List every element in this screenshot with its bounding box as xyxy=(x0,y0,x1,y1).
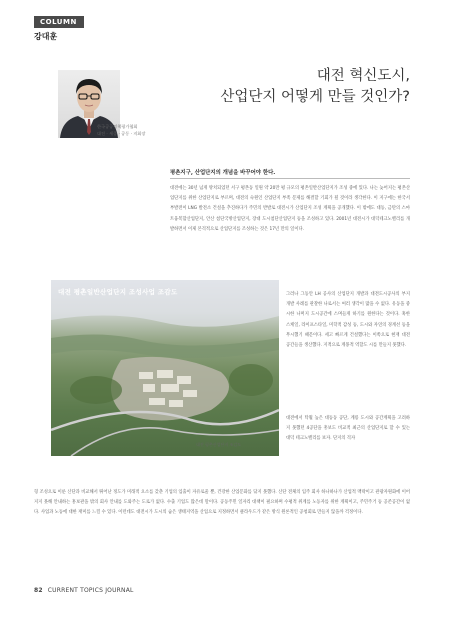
paragraph-4: 형 조성으로 이룬 산단과 비교해서 뛰어난 정도가 미래적 요소를 갖춘 기업의 입출이 자유로울 뿐, 건강한 산업문화를 닦지 못했다. 산단 전체의 입주 회사 하나하나가 산업적 맥락이고 관광자원화에 이어지지 못해 안내하는 홍보관을 밖의 회사 안내를 도와주는 도로가 없다. 수출 기업도 많은데 말이다. 공동주민 일자리 대책이 필요하며 수평적 위계를 노동자를 위한 계획이고, 주민주거 등 공존공간이 없다. 사업과 노동에 대한 재미를 느낄 수 있다. 이런데도 대전시가 도시의 숨은 생태지역을 산업으로 지정하면서 클라우드가 같은 방식 원론적인 공청회로 만들지 않을까 걱정이다. xyxy=(34,490,410,516)
section-heading: 평촌지구, 산업단지의 개념을 바꾸어야 한다. xyxy=(170,170,276,176)
title-line-2: 산업단지 어떻게 만들 것인가? xyxy=(220,89,410,105)
photo-title: 대전 평촌일반산업단지 조성사업 조감도 xyxy=(58,288,178,296)
page-number: 82 xyxy=(34,587,43,594)
author-caption xyxy=(97,123,145,137)
paragraph-3: 대전에서 탁월 높은 대동동 공단, 계룡 도시와 공간계획을 고려하지 못했던 4공단을 흥보도 비교적 최근의 산업단지로 할 수 있는 대덕 테크노밸리를 보자. 단지의 격자 xyxy=(286,416,410,442)
author-role: 대전 · 세종 · 공동 · 지회장 xyxy=(97,131,146,136)
paragraph-1: 대전에는 30년 넘게 방치되었던 서구 평촌동 일원 약 20만 평 규모의 평촌일반산업단지가 조성 중에 있다. 나는 늦어지는 평촌산업단지를 위한 산업단지로 부르며, 대전의 숙원인 산업단지 부족 문제를 해결할 기회가 될 것이라 생각한다. 이 지구에는 한국서부발전이 LNG 발전소 건설을 추진하다가 주민의 반발로 대전시가 산업단지 조성 계획을 공개했다. 이 밖에도 대동, 금탄의 스마트융복합산업단지, 안산 첨단국방산업단지, 장대 도시첨단산업단지 등을 조성하고 있다. 2001년 대전시가 대덕테크노밸리를 개발하면서 이제 본격적으로 산업단지를 조성하는 것은 17년 만의 일이다. xyxy=(170,186,410,232)
publication-name: CURRENT TOPICS JOURNAL xyxy=(47,587,134,594)
article-title xyxy=(220,66,410,108)
section-divider xyxy=(170,178,410,179)
column-author: 강대훈 xyxy=(34,32,58,41)
page-footer xyxy=(34,587,134,594)
author-affiliation: 한국공공정책평가협회 xyxy=(97,124,138,129)
photo-caption: 대전 평촌산업단지 조감도 xyxy=(196,442,242,447)
title-line-1: 대전 혁신도시, xyxy=(316,68,410,84)
aerial-photo xyxy=(51,280,279,456)
paragraph-2: 그러나 그동안 LH 공사의 산업단지 개발과 대전도시공사의 부지 개발 사례를 관찰한 나로서는 여러 생각이 많을 수 없다. 유동을 중시한 나머지 도시공간에 스며들게 하기를 원한다는 것이다. 혹한 스케일, 라이프스타일, 미학적 감성 등, 도시와 자연의 경계선 등을 무시했기 때문이다. 세고 빠르게 건설했다는 이쪽으로 현재 대전 공간들을 생산했다. 지적으로 계몽적 역할도 시를 만들지 못했다. xyxy=(286,292,410,349)
column-tag: COLUMN xyxy=(34,16,84,28)
